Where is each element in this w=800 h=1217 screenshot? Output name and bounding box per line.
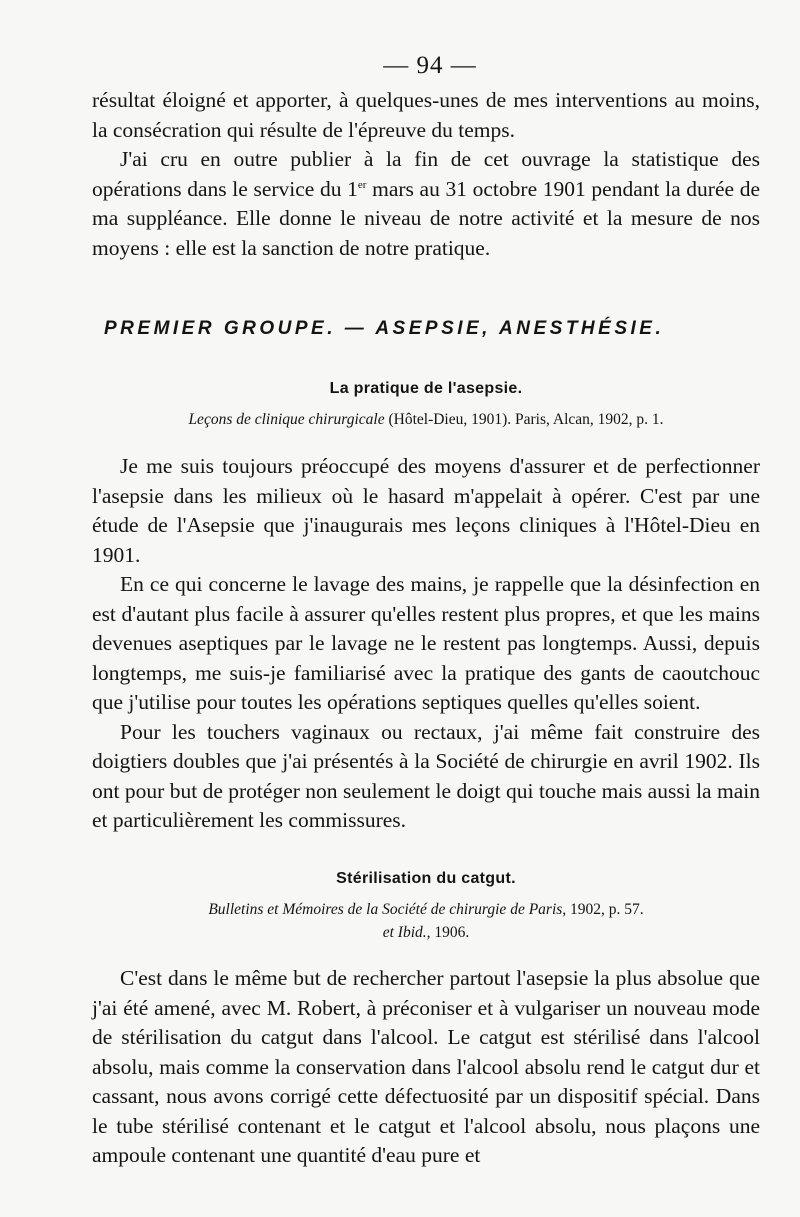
section-reference-catgut xyxy=(92,898,760,944)
reference-details: (Hôtel-Dieu, 1901). Paris, Alcan, 1902, p. 1. xyxy=(384,411,664,428)
group-heading: PREMIER GROUPE. — ASEPSIE, ANESTHÉSIE. xyxy=(104,318,665,339)
intro-paragraph-2-end: mars au 31 octobre 1901 pendant la durée de ma suppléance. Elle donne le niveau de notre activité et la mesure de nos moyens : elle est la sanction de notre pratique. xyxy=(92,176,760,260)
reference-ibid-year: 1906. xyxy=(430,924,470,941)
reference-ibid: et Ibid., xyxy=(382,924,431,941)
section-title-asepsie: La pratique de l'asepsie. xyxy=(329,380,523,397)
superscript-er: er xyxy=(357,178,367,191)
reference-title: Leçons de clinique chirurgicale xyxy=(188,411,385,428)
intro-paragraph-2 xyxy=(92,145,760,263)
section-reference-asepsie xyxy=(92,408,760,431)
catgut-paragraph-1: C'est dans le même but de rechercher partout l'asepsie la plus absolue que j'ai été amené, avec M. Robert, à préconiser et à vulgariser un nouveau mode de stérilisation du catgut dans l'alcool. Le catgut est stérilisé dans l'alcool absolu, mais comme la conservation dans l'alcool absolu rend le catgut dur et cassant, nous avons corrigé cette défectuosité par un dispositif spécial. Dans le tube stérilisé contenant et le catgut et l'alcool absolu, nous plaçons une ampoule contenant une quantité d'eau pure et xyxy=(92,966,760,1167)
intro-paragraph-2-start: J'ai cru en outre publier à la fin de cet ouvrage la statistique des opérations dans le service du 1 xyxy=(92,147,760,201)
reference-line-2 xyxy=(92,921,760,944)
asepsie-paragraph-3: Pour les touchers vaginaux ou rectaux, j'ai même fait construire des doigtiers doubles que j'ai présentés à la Société de chirurgie en avril 1902. Ils ont pour but de protéger non seulement le doigt qui touche mais aussi la main et particulièrement les commissures. xyxy=(92,719,760,832)
section-title-catgut: Stérilisation du catgut. xyxy=(336,870,516,887)
reference-journal-details: 1902, p. 57. xyxy=(566,901,644,918)
section-body-asepsie xyxy=(92,452,760,836)
reference-line-1 xyxy=(92,898,760,921)
section-body-catgut xyxy=(92,964,760,1171)
intro-text xyxy=(92,86,760,263)
asepsie-paragraph-2: En ce qui concerne le lavage des mains, je rappelle que la désinfection en est d'autant plus facile à assurer qu'elles restent plus propres, et que les mains devenues aseptiques par le lavage ne le restent pas longtemps. Aussi, depuis longtemps, me suis-je familiarisé avec la pratique des gants de caoutchouc que j'utilise pour toutes les opérations septiques quelles qu'elles soient. xyxy=(92,572,760,714)
asepsie-paragraph-1: Je me suis toujours préoccupé des moyens d'assurer et de perfectionner l'asepsie dans les milieux où le hasard m'appelait à opérer. C'est par une étude de l'Asepsie que j'inaugurais mes leçons cliniques à l'Hôtel-Dieu en 1901. xyxy=(92,454,760,567)
intro-paragraph-1: résultat éloigné et apporter, à quelques-unes de mes interventions au moins, la consécration qui résulte de l'épreuve du temps. xyxy=(92,88,760,142)
reference-journal: Bulletins et Mémoires de la Société de chirurgie de Paris, xyxy=(208,901,567,918)
page-number: — 94 — xyxy=(383,52,477,79)
